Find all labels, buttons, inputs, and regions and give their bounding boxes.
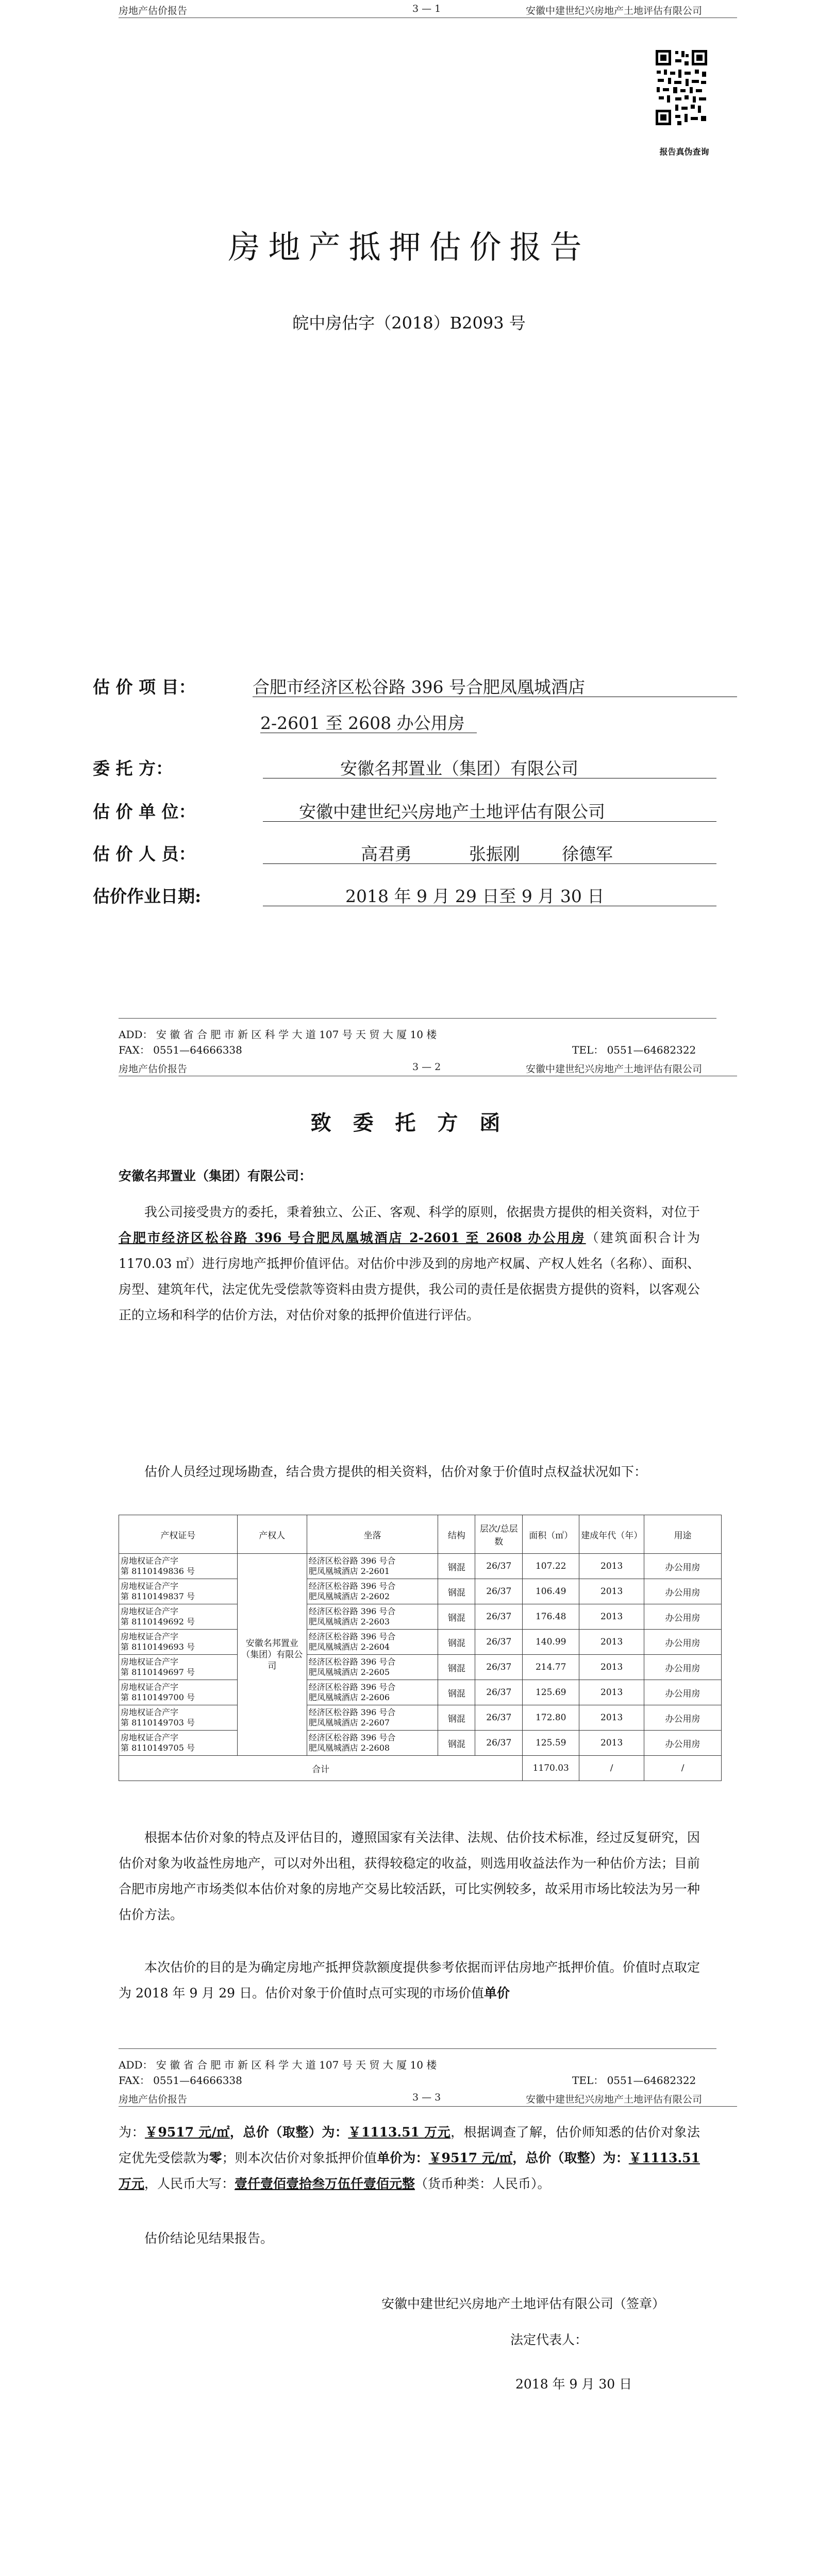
footer-contact bbox=[119, 2072, 716, 2087]
footer-contact bbox=[119, 1042, 716, 1057]
unit-value: 安徽中建世纪兴房地产土地评估有限公司 bbox=[299, 802, 605, 822]
letter-paragraph-4: 本次估价的目的是为确定房地产抵押贷款额度提供参考依据而评估房地产抵押价值。价值时点取定为 2018 年 9 月 29 日。估价对象于价值时点可实现的市场价值单价 bbox=[119, 1960, 700, 2001]
period-value: 2018 年 9 月 29 日至 9 月 30 日 bbox=[345, 886, 605, 906]
area-cell: 106.49 bbox=[523, 1579, 579, 1604]
use-cell: 办公用房 bbox=[644, 1630, 722, 1655]
table-row bbox=[119, 1731, 722, 1756]
letter-paragraph-5: 为：￥9517 元/㎡，总价（取整）为：￥1113.51 万元，根据调查了解，估价师知悉的估价对象法定优先受偿款为零；则本次估价对象抵押价值单价为：￥9517 元/㎡，总价（取整）为：￥1113.51 万元，人民币大写：壹仟壹佰壹拾叁万伍仟壹佰元整（货币种类：人民币）。 bbox=[119, 2125, 700, 2191]
floor-cell: 26/37 bbox=[475, 1579, 523, 1604]
location-cell: 经济区松谷路 396 号合 肥凤凰城酒店 2-2607 bbox=[307, 1705, 438, 1731]
floor-cell: 26/37 bbox=[475, 1705, 523, 1731]
cert-cell: 房地权证合产字 第 8110149692 号 bbox=[119, 1604, 238, 1630]
structure-cell: 钢混 bbox=[438, 1655, 475, 1680]
header-left: 房地产估价报告 bbox=[119, 1063, 188, 1075]
area-cell: 176.48 bbox=[523, 1604, 579, 1630]
year-cell: 2013 bbox=[579, 1630, 644, 1655]
year-cell: 2013 bbox=[579, 1731, 644, 1756]
staff-1: 高君勇 bbox=[361, 844, 412, 864]
use-cell: 办公用房 bbox=[644, 1705, 722, 1731]
floor-cell: 26/37 bbox=[475, 1630, 523, 1655]
area-cell: 172.80 bbox=[523, 1705, 579, 1731]
letter-paragraph-1: 我公司接受贵方的委托，秉着独立、公正、客观、科学的原则，依据贵方提供的相关资料，对位于合肥市经济区松谷路 396 号合肥凤凰城酒店 2-2601 至 2608 办公用房（建筑面积合计为 1170.03 ㎡）进行房地产抵押价值评估。对估价中涉及到的房地产权属、产权人姓名（名称）、面积、房型、建筑年代，法定优先受偿款等资料由贵方提供，我公司的责任是依据贵方提供的资料，以客观公正的立场和科学的估价方法，对估价对象的抵押价值进行评估。 bbox=[119, 1205, 700, 1323]
structure-cell: 钢混 bbox=[438, 1604, 475, 1630]
header-page-number: 3 — 3 bbox=[412, 2092, 441, 2103]
use-cell: 办公用房 bbox=[644, 1554, 722, 1579]
use-cell: 办公用房 bbox=[644, 1579, 722, 1604]
location-cell: 经济区松谷路 396 号合 肥凤凰城酒店 2-2601 bbox=[307, 1554, 438, 1579]
unit-underline bbox=[263, 821, 716, 822]
location-cell: 经济区松谷路 396 号合 肥凤凰城酒店 2-2606 bbox=[307, 1680, 438, 1705]
client-value: 安徽名邦置业（集团）有限公司 bbox=[340, 758, 578, 778]
total-use: / bbox=[644, 1756, 722, 1781]
qr-code-icon[interactable] bbox=[655, 49, 708, 126]
property-table bbox=[119, 1515, 722, 1781]
staff-3: 徐德军 bbox=[562, 844, 613, 864]
area-cell: 214.77 bbox=[523, 1655, 579, 1680]
header-right: 安徽中建世纪兴房地产土地评估有限公司 bbox=[526, 5, 703, 16]
footer-fax: FAX： 0551—64666338 bbox=[119, 2074, 242, 2087]
project-line1: 合肥市经济区松谷路 396 号合肥凤凰城酒店 bbox=[253, 677, 585, 697]
sign-company: 安徽中建世纪兴房地产土地评估有限公司（签章） bbox=[381, 2296, 665, 2311]
staff-2: 张振刚 bbox=[469, 844, 520, 864]
use-cell: 办公用房 bbox=[644, 1604, 722, 1630]
location-cell: 经济区松谷路 396 号合 肥凤凰城酒店 2-2602 bbox=[307, 1579, 438, 1604]
footer-rule bbox=[119, 1018, 716, 1019]
footer-tel: TEL： 0551—64682322 bbox=[572, 2074, 696, 2087]
header-page-number: 3 — 2 bbox=[412, 1061, 441, 1073]
col-floor: 层次/总层数 bbox=[475, 1515, 523, 1554]
use-cell: 办公用房 bbox=[644, 1680, 722, 1705]
letter-addressee: 安徽名邦置业（集团）有限公司： bbox=[119, 1168, 312, 1183]
letter-paragraph-6: 估价结论见结果报告。 bbox=[144, 2231, 274, 2246]
col-cert: 产权证号 bbox=[119, 1515, 238, 1554]
sign-date: 2018 年 9 月 30 日 bbox=[515, 2377, 632, 2392]
use-cell: 办公用房 bbox=[644, 1731, 722, 1756]
location-cell: 经济区松谷路 396 号合 肥凤凰城酒店 2-2604 bbox=[307, 1630, 438, 1655]
structure-cell: 钢混 bbox=[438, 1705, 475, 1731]
use-cell: 办公用房 bbox=[644, 1655, 722, 1680]
location-cell: 经济区松谷路 396 号合 肥凤凰城酒店 2-2605 bbox=[307, 1655, 438, 1680]
unit-label: 估 价 单 位： bbox=[93, 802, 196, 822]
table-row bbox=[119, 1655, 722, 1680]
year-cell: 2013 bbox=[579, 1579, 644, 1604]
staff-label: 估 价 人 员： bbox=[93, 844, 196, 864]
staff-underline bbox=[263, 863, 716, 864]
letter-paragraph-3: 根据本估价对象的特点及评估目的，遵照国家有关法律、法规、估价技术标准，经过反复研究，因估价对象为收益性房地产，可以对外出租，获得较稳定的收益，则选用收益法作为一种估价方法；目前合肥市房地产市场类似本估价对象的房地产交易比较活跃，可比实例较多，故采用市场比较法为另一种估价方法。 bbox=[119, 1830, 700, 1922]
header-left: 房地产估价报告 bbox=[119, 5, 188, 16]
table-row bbox=[119, 1579, 722, 1604]
year-cell: 2013 bbox=[579, 1680, 644, 1705]
floor-cell: 26/37 bbox=[475, 1655, 523, 1680]
structure-cell: 钢混 bbox=[438, 1731, 475, 1756]
col-owner: 产权人 bbox=[237, 1515, 307, 1554]
cert-cell: 房地权证合产字 第 8110149703 号 bbox=[119, 1705, 238, 1731]
footer-fax: FAX： 0551—64666338 bbox=[119, 1044, 242, 1056]
cert-cell: 房地权证合产字 第 8110149836 号 bbox=[119, 1554, 238, 1579]
letter-paragraph-2: 估价人员经过现场勘查，结合贵方提供的相关资料，估价对象于价值时点权益状况如下： bbox=[144, 1464, 647, 1479]
total-label: 合计 bbox=[119, 1756, 523, 1781]
client-label: 委 托 方： bbox=[93, 758, 173, 778]
structure-cell: 钢混 bbox=[438, 1630, 475, 1655]
footer-tel: TEL： 0551—64682322 bbox=[572, 1044, 696, 1056]
year-cell: 2013 bbox=[579, 1705, 644, 1731]
col-use: 用途 bbox=[644, 1515, 722, 1554]
col-area: 面积（㎡） bbox=[523, 1515, 579, 1554]
table-header-row bbox=[119, 1515, 722, 1554]
footer-rule bbox=[119, 2048, 716, 2049]
qr-caption: 报告真伪查询 bbox=[659, 147, 709, 157]
header-right: 安徽中建世纪兴房地产土地评估有限公司 bbox=[526, 1063, 703, 1075]
location-cell: 经济区松谷路 396 号合 肥凤凰城酒店 2-2603 bbox=[307, 1604, 438, 1630]
period-label: 估价作业日期: bbox=[93, 886, 202, 906]
table-row bbox=[119, 1604, 722, 1630]
location-cell: 经济区松谷路 396 号合 肥凤凰城酒店 2-2608 bbox=[307, 1731, 438, 1756]
report-title: 房地产抵押估价报告 bbox=[228, 228, 590, 266]
area-cell: 107.22 bbox=[523, 1554, 579, 1579]
sign-representative: 法定代表人： bbox=[510, 2332, 588, 2347]
project-label: 估 价 项 目： bbox=[93, 677, 196, 697]
footer-address: ADD： 安 徽 省 合 肥 市 新 区 科 学 大 道 107 号 天 贸 大 厦 10 楼 bbox=[119, 1028, 437, 1041]
header-page-number: 3 — 1 bbox=[412, 3, 441, 14]
header-left: 房地产估价报告 bbox=[119, 2094, 188, 2105]
area-cell: 125.69 bbox=[523, 1680, 579, 1705]
col-year: 建成年代（年） bbox=[579, 1515, 644, 1554]
total-year: / bbox=[579, 1756, 644, 1781]
structure-cell: 钢混 bbox=[438, 1680, 475, 1705]
table-row bbox=[119, 1630, 722, 1655]
header-right: 安徽中建世纪兴房地产土地评估有限公司 bbox=[526, 2094, 703, 2105]
col-structure: 结构 bbox=[438, 1515, 475, 1554]
floor-cell: 26/37 bbox=[475, 1731, 523, 1756]
report-number: 皖中房估字（2018）B2093 号 bbox=[292, 313, 526, 333]
table-total-row bbox=[119, 1756, 722, 1781]
project-line2: 2-2601 至 2608 办公用房 bbox=[260, 713, 465, 733]
year-cell: 2013 bbox=[579, 1604, 644, 1630]
cert-cell: 房地权证合产字 第 8110149697 号 bbox=[119, 1655, 238, 1680]
table-row bbox=[119, 1705, 722, 1731]
cert-cell: 房地权证合产字 第 8110149693 号 bbox=[119, 1630, 238, 1655]
table-row bbox=[119, 1680, 722, 1705]
header-rule bbox=[119, 2106, 737, 2107]
owner-cell: 安徽名邦置业（集团）有限公司 bbox=[237, 1554, 307, 1756]
structure-cell: 钢混 bbox=[438, 1554, 475, 1579]
area-cell: 140.99 bbox=[523, 1630, 579, 1655]
year-cell: 2013 bbox=[579, 1655, 644, 1680]
cert-cell: 房地权证合产字 第 8110149700 号 bbox=[119, 1680, 238, 1705]
cert-cell: 房地权证合产字 第 8110149705 号 bbox=[119, 1731, 238, 1756]
total-area: 1170.03 bbox=[523, 1756, 579, 1781]
structure-cell: 钢混 bbox=[438, 1579, 475, 1604]
area-cell: 125.59 bbox=[523, 1731, 579, 1756]
floor-cell: 26/37 bbox=[475, 1604, 523, 1630]
cert-cell: 房地权证合产字 第 8110149837 号 bbox=[119, 1579, 238, 1604]
floor-cell: 26/37 bbox=[475, 1680, 523, 1705]
floor-cell: 26/37 bbox=[475, 1554, 523, 1579]
table-row bbox=[119, 1554, 722, 1579]
footer-address: ADD： 安 徽 省 合 肥 市 新 区 科 学 大 道 107 号 天 贸 大 厦 10 楼 bbox=[119, 2059, 437, 2071]
year-cell: 2013 bbox=[579, 1554, 644, 1579]
col-location: 坐落 bbox=[307, 1515, 438, 1554]
letter-title: 致 委 托 方 函 bbox=[310, 1111, 508, 1135]
